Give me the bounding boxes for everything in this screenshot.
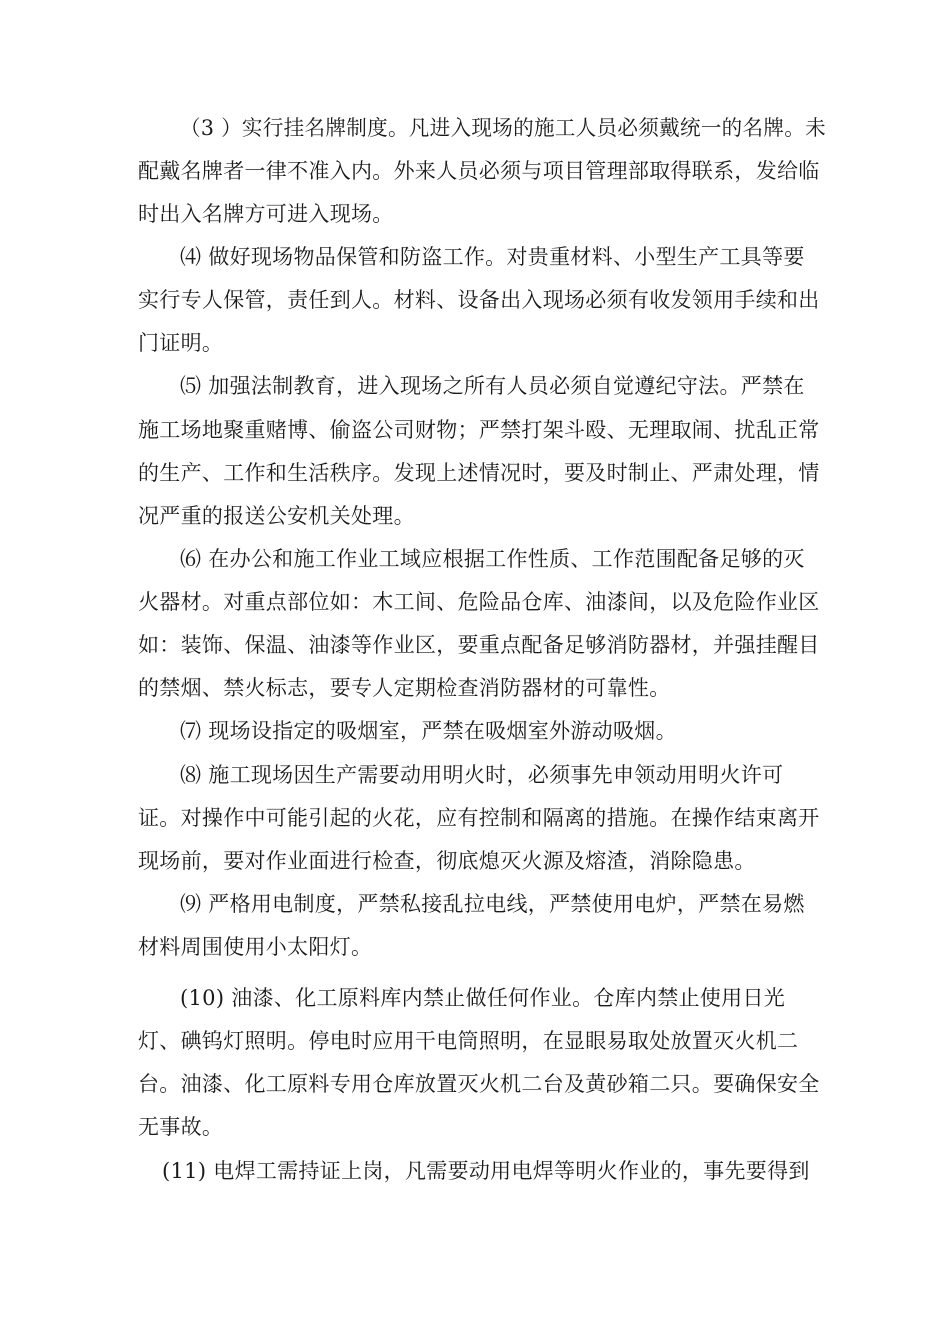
paragraph-9-line-1 bbox=[0, 884, 950, 924]
paragraph-10-line-1 bbox=[0, 978, 950, 1018]
paragraph-10-line-2 bbox=[0, 1021, 950, 1061]
text-line: 施工场地聚重赌博、偷盗公司财物；严禁打架斗殴、无理取闹、扰乱正常 bbox=[138, 418, 820, 442]
paragraph-4-line-3 bbox=[0, 323, 950, 363]
paragraph-8-line-3 bbox=[0, 841, 950, 881]
text-line: （3 ）实行挂名牌制度。凡进入现场的施工人员必须戴统一的名牌。未 bbox=[180, 116, 826, 140]
paragraph-5-line-2 bbox=[0, 410, 950, 450]
paragraph-7-line-1 bbox=[0, 711, 950, 751]
text-line: 门证明。 bbox=[138, 331, 224, 355]
text-line: ⑸ 加强法制教育，进入现场之所有人员必须自觉遵纪守法。严禁在 bbox=[180, 374, 805, 398]
text-line: (10) 油漆、化工原料库内禁止做任何作业。仓库内禁止使用日光 bbox=[180, 986, 786, 1010]
paragraph-9-line-2 bbox=[0, 927, 950, 967]
text-line: 实行专人保管，责任到人。材料、设备出入现场必须有收发领用手续和出 bbox=[138, 288, 820, 312]
text-line: ⑻ 施工现场因生产需要动用明火时，必须事先申领动用明火许可 bbox=[180, 763, 784, 787]
text-line: 证。对操作中可能引起的火花，应有控制和隔离的措施。在操作结束离开 bbox=[138, 806, 820, 830]
paragraph-3-line-3 bbox=[0, 194, 950, 234]
text-line: (11) 电焊工需持证上岗，凡需要动用电焊等明火作业的，事先要得到 bbox=[162, 1159, 810, 1183]
text-line: 的禁烟、禁火标志，要专人定期检查消防器材的可靠性。 bbox=[138, 676, 671, 700]
text-line: ⑷ 做好现场物品保管和防盗工作。对贵重材料、小型生产工具等要 bbox=[180, 245, 805, 269]
paragraph-3-line-1 bbox=[0, 108, 950, 148]
paragraph-6-line-3 bbox=[0, 625, 950, 665]
paragraph-6-line-1 bbox=[0, 539, 950, 579]
text-line: 火器材。对重点部位如：木工间、危险品仓库、油漆间，以及危险作业区 bbox=[138, 590, 820, 614]
text-line: 况严重的报送公安机关处理。 bbox=[138, 504, 415, 528]
paragraph-8-line-2 bbox=[0, 798, 950, 838]
text-line: 灯、碘钨灯照明。停电时应用干电筒照明，在显眼易取处放置灭火机二 bbox=[138, 1029, 799, 1053]
text-line: ⑼ 严格用电制度，严禁私接乱拉电线，严禁使用电炉，严禁在易燃 bbox=[180, 892, 805, 916]
paragraph-6-line-2 bbox=[0, 582, 950, 622]
text-line: 如：装饰、保温、油漆等作业区，要重点配备足够消防器材，并强挂醒目 bbox=[138, 633, 820, 657]
text-line: ⑹ 在办公和施工作业工域应根据工作性质、工作范围配备足够的灭 bbox=[180, 547, 805, 571]
text-line: 材料周围使用小太阳灯。 bbox=[138, 935, 373, 959]
text-line: 台。油漆、化工原料专用仓库放置灭火机二台及黄砂箱二只。要确保安全 bbox=[138, 1072, 820, 1096]
paragraph-11-line-1 bbox=[0, 1151, 950, 1191]
text-line: 的生产、工作和生活秩序。发现上述情况时，要及时制止、严肃处理，情 bbox=[138, 461, 820, 485]
text-line: 配戴名牌者一律不准入内。外来人员必须与项目管理部取得联系，发给临 bbox=[138, 159, 820, 183]
text-line: ⑺ 现场设指定的吸烟室，严禁在吸烟室外游动吸烟。 bbox=[180, 719, 677, 743]
text-line: 无事故。 bbox=[138, 1115, 224, 1139]
paragraph-10-line-4 bbox=[0, 1107, 950, 1147]
paragraph-5-line-1 bbox=[0, 366, 950, 406]
paragraph-5-line-3 bbox=[0, 453, 950, 493]
paragraph-8-line-1 bbox=[0, 755, 950, 795]
paragraph-6-line-4 bbox=[0, 668, 950, 708]
text-line: 时出入名牌方可进入现场。 bbox=[138, 202, 394, 226]
paragraph-10-line-3 bbox=[0, 1064, 950, 1104]
paragraph-5-line-4 bbox=[0, 496, 950, 536]
text-line: 现场前，要对作业面进行检查，彻底熄灭火源及熔渣，消除隐患。 bbox=[138, 849, 756, 873]
paragraph-4-line-2 bbox=[0, 280, 950, 320]
paragraph-3-line-2 bbox=[0, 151, 950, 191]
paragraph-4-line-1 bbox=[0, 237, 950, 277]
